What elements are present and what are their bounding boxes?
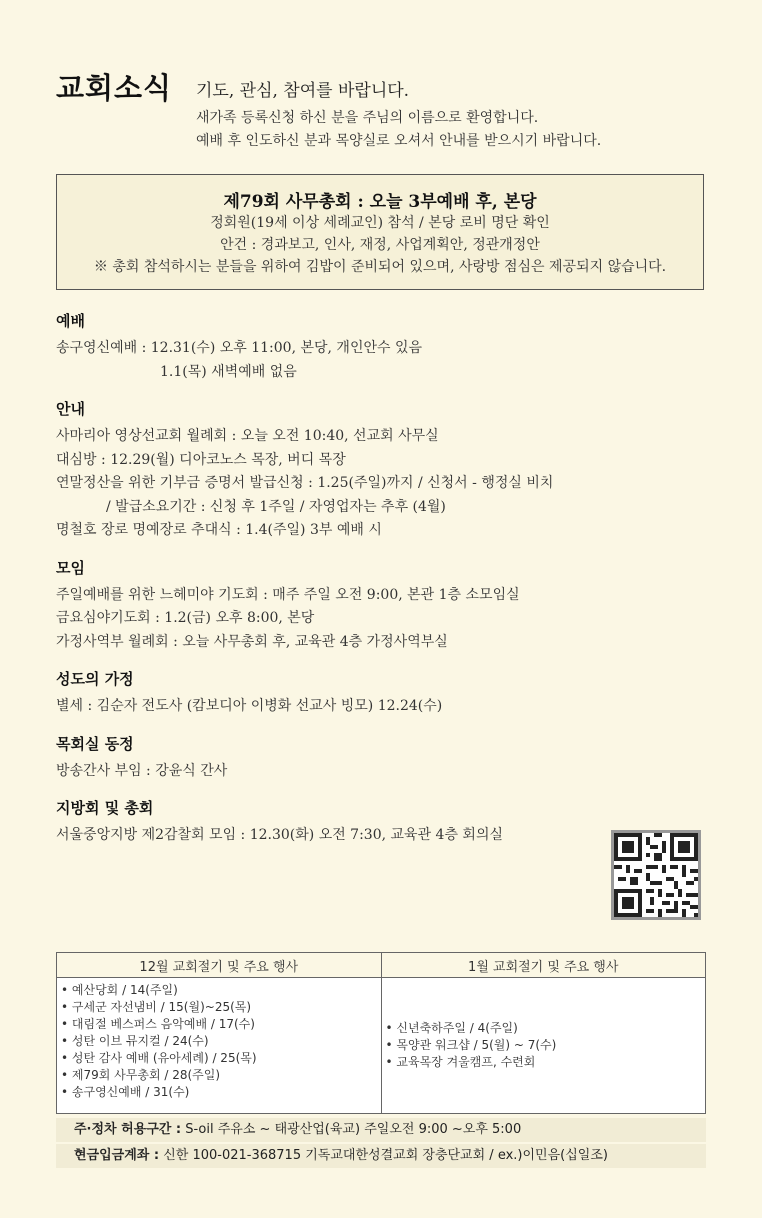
section-title: 모임 [56,558,85,577]
event-item: • 목양관 워크샵 / 5(월) ~ 7(수) [386,1037,702,1054]
event-item: • 송구영신예배 / 31(수) [61,1084,377,1101]
event-item: • 대림절 베스퍼스 음악예배 / 17(수) [61,1016,377,1033]
section-line: 연말정산을 위한 기부금 증명서 발급신청 : 1.25(주일)까지 / 신청서 - 행정실 비치 [56,475,554,491]
section-title: 목회실 동정 [56,734,134,753]
section-title: 예배 [56,312,85,330]
account-value: 신한 100-021-368715 기독교대한성결교회 장충단교회 / ex.)이민음(십일조) [163,1148,608,1163]
section-title: 안내 [56,400,85,418]
general-assembly-notice [56,174,704,290]
section-title: 지방회 및 총회 [56,799,154,817]
notice-title: 제79회 사무총회 : 오늘 3부예배 후, 본당 [223,192,537,212]
news-sections [56,310,716,862]
account-label: 현금입금계좌 : [74,1148,160,1163]
header-line: 예배 후 인도하신 분과 목양실로 오셔서 안내를 받으시기 바랍니다. [196,133,602,149]
section-worship [56,310,716,384]
header-subtitle: 기도, 관심, 참여를 바랍니다. [196,81,410,101]
section-meetings [56,557,716,655]
section-line: 명철호 장로 명예장로 추대식 : 1.4(주일) 3부 예배 시 [56,522,382,538]
section-line: 별세 : 김순자 전도사 (캄보디아 이병화 선교사 빙모) 12.24(수) [56,698,443,714]
section-line: 대심방 : 12.29(월) 디아코노스 목장, 버디 목장 [56,451,346,468]
events-header-row [57,953,706,978]
parking-label: 주·정차 허용구간 : [74,1122,182,1137]
events-body-row [57,978,706,1114]
event-item: • 성탄 이브 뮤지컬 / 24(수) [61,1033,377,1050]
section-line: 방송간사 부임 : 강윤식 간사 [56,762,228,779]
events-january-list [381,978,706,1114]
section-line: 금요심야기도회 : 1.2(금) 오후 8:00, 본당 [56,610,315,626]
events-table [56,952,706,1114]
section-guide [56,398,716,543]
event-item: • 교육목장 겨울캠프, 수련회 [386,1054,702,1071]
events-header-january: 1월 교회절기 및 주요 행사 [381,953,706,978]
section-line: 송구영신예배 : 12.31(수) 오후 11:00, 본당, 개인안수 있음 [56,340,423,356]
events-header-december: 12월 교회절기 및 주요 행사 [57,953,382,978]
section-line: 1.1(목) 새벽예배 없음 [160,363,297,380]
event-item: • 제79회 사무총회 / 28(주일) [61,1067,377,1084]
event-item: • 예산당회 / 14(주일) [61,982,377,999]
parking-value: S-oil 주유소 ~ 태광산업(육교) 주일오전 9:00 ~오후 5:00 [185,1122,522,1137]
section-line: 가정사역부 월례회 : 오늘 사무총회 후, 교육관 4층 가정사역부실 [56,633,448,650]
event-item: • 구세군 자선냄비 / 15(월)~25(목) [61,999,377,1016]
section-title: 성도의 가정 [56,670,134,688]
parking-info [56,1118,706,1142]
qr-code-icon [611,830,701,920]
section-family-news [56,668,716,719]
notice-line: ※ 총회 참석하시는 분들을 위하여 김밥이 준비되어 있으며, 사랑방 점심은 제공되지 않습니다. [93,259,667,275]
notice-line: 정회원(19세 이상 세례교인) 참석 / 본당 로비 명단 확인 [210,215,550,231]
section-line: 서울중앙지방 제2감찰회 모임 : 12.30(화) 오전 7:30, 교육관 4층 회의실 [56,827,504,843]
section-pastoral-office [56,733,716,784]
page-title: 교회소식 [56,71,173,105]
section-line: 사마리아 영상선교회 월례회 : 오늘 오전 10:40, 선교회 사무실 [56,428,439,444]
footer [56,1118,706,1170]
event-item: • 성탄 감사 예배 (유아세례) / 25(목) [61,1050,377,1067]
events-december-list [57,978,382,1114]
header-line: 새가족 등록신청 하신 분을 주님의 이름으로 환영합니다. [196,110,539,126]
header-intro [196,76,601,153]
event-item: • 신년축하주일 / 4(주일) [386,1020,702,1037]
account-info [56,1144,706,1168]
section-line: / 발급소요기간 : 신청 후 1주일 / 자영업자는 추후 (4월) [106,498,446,515]
notice-line: 안건 : 경과보고, 인사, 재정, 사업계획안, 정관개정안 [220,237,540,253]
section-line: 주일예배를 위한 느헤미야 기도회 : 매주 주일 오전 9:00, 본관 1층 소모임실 [56,586,520,603]
